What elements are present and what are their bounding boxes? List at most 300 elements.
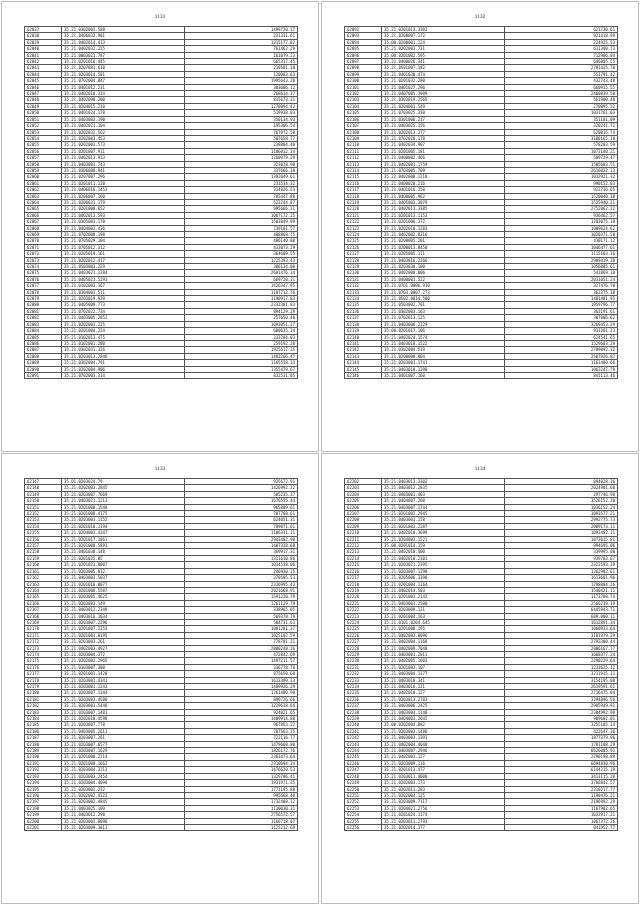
amount-cell: 2790198.89 bbox=[505, 754, 618, 760]
row-number-cell: 62113 bbox=[345, 161, 382, 167]
amount-cell: 1591220.79 bbox=[185, 594, 298, 600]
amount-cell: 1115103.16 bbox=[505, 251, 618, 257]
cadastral-code-cell: 35.21.0401016.258 bbox=[382, 187, 505, 193]
cadastral-code-cell: 35.21.0702028.178 bbox=[382, 135, 505, 141]
row-number-cell: 62251 bbox=[345, 792, 382, 798]
cadastral-code-cell: 35.21.0705012.312 bbox=[62, 244, 185, 250]
amount-cell: 472842.69 bbox=[185, 651, 298, 657]
cadastral-code-cell: 35.21.0402005.1603 bbox=[382, 658, 505, 664]
cadastral-code-cell: 35.21.0403001.2011 bbox=[382, 651, 505, 657]
amount-cell: 1315177.82 bbox=[185, 39, 298, 45]
cadastral-code-cell: 35.21.0403010.341 bbox=[382, 677, 505, 683]
table-row bbox=[345, 824, 618, 830]
amount-cell: 1062247.79 bbox=[505, 366, 618, 372]
amount-cell: 2089173.11 bbox=[505, 523, 618, 529]
cadastral-code-cell: 35.21.0402014.413 bbox=[62, 39, 185, 45]
cadastral-code-cell: 35.21.0202003.2845 bbox=[62, 485, 185, 491]
row-number-cell: 62153 bbox=[25, 517, 62, 523]
cadastral-code-cell: 35.21.0203007.1629 bbox=[62, 748, 185, 754]
cadastral-code-cell: 35.21.0402013.3385 bbox=[382, 206, 505, 212]
cadastral-code-cell: 35.21.0403012.2835 bbox=[382, 485, 505, 491]
cadastral-code-cell: 35.21.0402013.593 bbox=[62, 212, 185, 218]
amount-cell: 362375.38 bbox=[505, 289, 618, 295]
row-number-cell: 62074 bbox=[25, 264, 62, 270]
row-number-cell: 62108 bbox=[345, 129, 382, 135]
cadastral-code-cell: 35.21.0200008.004 bbox=[382, 353, 505, 359]
ledger-table bbox=[344, 26, 618, 379]
row-number-cell: 62053 bbox=[25, 129, 62, 135]
cadastral-code-cell: 35.21.0406032.901 bbox=[62, 33, 185, 39]
cadastral-code-cell: 35.21.0201003.2142 bbox=[382, 594, 505, 600]
amount-cell: 1612891.34 bbox=[505, 619, 618, 625]
ledger-page-2 bbox=[321, 1, 639, 452]
amount-cell: 2507926.87 bbox=[505, 353, 618, 359]
amount-cell: 231534.32 bbox=[185, 180, 298, 186]
row-number-cell: 62187 bbox=[25, 735, 62, 741]
row-number-cell: 62166 bbox=[25, 600, 62, 606]
row-number-cell: 62059 bbox=[25, 167, 62, 173]
amount-cell: 1826172.76 bbox=[185, 748, 298, 754]
amount-cell: 2363473.64 bbox=[185, 754, 298, 760]
amount-cell: 995668.48 bbox=[185, 792, 298, 798]
row-number-cell: 62161 bbox=[25, 568, 62, 574]
amount-cell: 1668377.24 bbox=[505, 651, 618, 657]
cadastral-code-cell: 35.21.0102013.475 bbox=[62, 334, 185, 340]
row-number-cell: 62144 bbox=[345, 360, 382, 366]
amount-cell: 1233625.12 bbox=[505, 664, 618, 670]
row-number-cell: 62181 bbox=[25, 696, 62, 702]
row-number-cell: 62210 bbox=[345, 530, 382, 536]
row-number-cell: 62052 bbox=[25, 123, 62, 129]
amount-cell: 894028.36 bbox=[505, 479, 618, 485]
cadastral-code-cell: 35.21.0201006.372 bbox=[382, 219, 505, 225]
amount-cell: 1270894.42 bbox=[185, 103, 298, 109]
cadastral-code-cell: 35.21.0201005.181 bbox=[382, 148, 505, 154]
cadastral-code-cell: 35.21.0202002.2965 bbox=[62, 658, 185, 664]
amount-cell: 1505683.51 bbox=[505, 161, 618, 167]
row-number-cell: 62126 bbox=[345, 244, 382, 250]
cadastral-code-cell: 35.21.0402003.4927 bbox=[62, 645, 185, 651]
amount-cell: 2943482.90 bbox=[185, 536, 298, 542]
row-number-cell: 62205 bbox=[345, 498, 382, 504]
row-number-cell: 62120 bbox=[345, 206, 382, 212]
cadastral-code-cell: 35.21.0203004.4094 bbox=[62, 780, 185, 786]
cadastral-code-cell: 35.21.0403005.2611 bbox=[62, 728, 185, 734]
cadastral-code-cell: 35.21.0202012.417 bbox=[62, 257, 185, 263]
amount-cell: 1020371.58 bbox=[505, 232, 618, 238]
cadastral-code-cell: 35.21.0203001.1243 bbox=[62, 684, 185, 690]
amount-cell: 433073.29 bbox=[185, 244, 298, 250]
row-number-cell: 62081 bbox=[25, 308, 62, 314]
row-number-cell: 62047 bbox=[25, 91, 62, 97]
row-number-cell: 62097 bbox=[345, 59, 382, 65]
cadastral-code-cell: 35.21.0203007.261 bbox=[62, 735, 185, 741]
amount-cell: 337666.38 bbox=[185, 167, 298, 173]
page-number: 1133 bbox=[154, 466, 166, 472]
amount-cell: 541869.18 bbox=[505, 270, 618, 276]
row-number-cell: 62216 bbox=[345, 568, 382, 574]
page-number: 1134 bbox=[474, 466, 486, 472]
ledger-table bbox=[24, 478, 298, 831]
amount-cell: 561900.48 bbox=[505, 97, 618, 103]
amount-cell: 2781425.70 bbox=[505, 65, 618, 71]
cadastral-code-cell: 35.21.0403021.1284 bbox=[62, 270, 185, 276]
cadastral-code-cell: 35.21.0402010.3699 bbox=[382, 530, 505, 536]
cadastral-code-cell: 35.21.0703025.330 bbox=[382, 110, 505, 116]
row-number-cell: 62219 bbox=[345, 587, 382, 593]
cadastral-code-cell: 35.21.0203003.2454 bbox=[62, 773, 185, 779]
cadastral-code-cell: 35.21.0303019.2565 bbox=[382, 97, 505, 103]
row-number-cell: 62050 bbox=[25, 110, 62, 116]
row-number-cell: 62101 bbox=[345, 84, 382, 90]
row-number-cell: 62229 bbox=[345, 651, 382, 657]
row-number-cell: 62082 bbox=[25, 315, 62, 321]
cadastral-code-cell: 35.21.0403016.2266 bbox=[382, 257, 505, 263]
row-number-cell: 62096 bbox=[345, 52, 382, 58]
cadastral-code-cell: 35.21.0003021.787 bbox=[62, 52, 185, 58]
cadastral-code-cell: 35.21.0403018.1522 bbox=[382, 340, 505, 346]
row-number-cell: 62134 bbox=[345, 296, 382, 302]
row-number-cell: 62100 bbox=[345, 78, 382, 84]
amount-cell: 600635.34 bbox=[185, 328, 298, 334]
amount-cell: 422647.36 bbox=[505, 728, 618, 734]
row-number-cell: 62119 bbox=[345, 199, 382, 205]
row-number-cell: 62193 bbox=[25, 773, 62, 779]
cadastral-code-cell: 35.21.0204003.4347 bbox=[62, 530, 185, 536]
amount-cell: 815673.31 bbox=[185, 97, 298, 103]
cadastral-code-cell: 35.21.0401007.160 bbox=[382, 372, 505, 378]
cadastral-code-cell: 35.21.0306008.941 bbox=[62, 167, 185, 173]
cadastral-code-cell: 35.21.0402034.907 bbox=[382, 142, 505, 148]
amount-cell: 2756572.57 bbox=[185, 812, 298, 818]
row-number-cell: 62196 bbox=[25, 792, 62, 798]
row-number-cell: 62043 bbox=[25, 65, 62, 71]
cadastral-code-cell: 35.21.0201016.8077 bbox=[62, 581, 185, 587]
cadastral-code-cell: 35.21.0202018.1283 bbox=[382, 225, 505, 231]
amount-cell: 778781.21 bbox=[185, 639, 298, 645]
row-number-cell: 62045 bbox=[25, 78, 62, 84]
row-number-cell: 62106 bbox=[345, 116, 382, 122]
amount-cell: 2021668.91 bbox=[185, 587, 298, 593]
cadastral-code-cell: 35.21.0201000.2214 bbox=[62, 754, 185, 760]
row-number-cell: 62230 bbox=[345, 658, 382, 664]
amount-cell: 1073015.81 bbox=[505, 536, 618, 542]
amount-cell: 1161400.66 bbox=[505, 360, 618, 366]
amount-cell: 522244.87 bbox=[185, 199, 298, 205]
row-number-cell: 62148 bbox=[25, 485, 62, 491]
cadastral-code-cell: 35.21.0402003.0096 bbox=[382, 632, 505, 638]
row-number-cell: 62054 bbox=[25, 135, 62, 141]
cadastral-code-cell: 35.21.0203007.778 bbox=[62, 722, 185, 728]
amount-cell: 665317.45 bbox=[185, 59, 298, 65]
row-number-cell: 62067 bbox=[25, 219, 62, 225]
cadastral-code-cell: 35.21.0201008.195 bbox=[382, 626, 505, 632]
row-number-cell: 62217 bbox=[345, 575, 382, 581]
cadastral-code-cell: 35.21.0204015.210 bbox=[62, 103, 185, 109]
amount-cell: 1525940.21 bbox=[505, 199, 618, 205]
amount-cell: 1407328.68 bbox=[185, 543, 298, 549]
cadastral-code-cell: 35.21.0501007.182 bbox=[382, 65, 505, 71]
cadastral-code-cell: 35.21.0702003.314 bbox=[62, 372, 185, 378]
cadastral-code-cell: 35.21.0402014.503 bbox=[382, 587, 505, 593]
amount-cell: 370585.53 bbox=[185, 575, 298, 581]
row-number-cell: 62195 bbox=[25, 786, 62, 792]
row-number-cell: 62124 bbox=[345, 232, 382, 238]
row-number-cell: 62211 bbox=[345, 536, 382, 542]
cadastral-code-cell: 35.21.0402004.1168 bbox=[382, 639, 505, 645]
cadastral-code-cell: 35.21.0401012.231 bbox=[62, 84, 185, 90]
cadastral-code-cell: 35.21.0203004.3213 bbox=[62, 767, 185, 773]
row-number-cell: 62102 bbox=[345, 91, 382, 97]
row-number-cell: 62233 bbox=[345, 677, 382, 683]
cadastral-code-cell: 35.21.0103007.308 bbox=[62, 664, 185, 670]
amount-cell: 990152.03 bbox=[505, 180, 618, 186]
amount-cell: 578203.59 bbox=[505, 142, 618, 148]
row-number-cell: 62154 bbox=[25, 523, 62, 529]
row-number-cell: 62085 bbox=[25, 334, 62, 340]
amount-cell: 161079.23 bbox=[185, 52, 298, 58]
amount-cell: 3526152.20 bbox=[505, 498, 618, 504]
amount-cell: 2601476.34 bbox=[185, 270, 298, 276]
amount-cell: 1260979.29 bbox=[185, 155, 298, 161]
cadastral-code-cell: 35.21.0405009.773 bbox=[62, 302, 185, 308]
cadastral-code-cell: 35.21.0403006.2425 bbox=[382, 703, 505, 709]
row-number-cell: 62061 bbox=[25, 180, 62, 186]
row-number-cell: 62122 bbox=[345, 219, 382, 225]
cadastral-code-cell: 35.21.0407005.3909 bbox=[382, 91, 505, 97]
cadastral-code-cell: 35.21.0204001.549 bbox=[382, 103, 505, 109]
row-number-cell: 62091 bbox=[25, 372, 62, 378]
cadastral-code-cell: 35.21.0202003.225 bbox=[62, 321, 185, 327]
row-number-cell: 62208 bbox=[345, 517, 382, 523]
row-number-cell: 62118 bbox=[345, 193, 382, 199]
amount-cell: 1167902.65 bbox=[505, 805, 618, 811]
amount-cell: 3766842.57 bbox=[505, 780, 618, 786]
amount-cell: 1032921.32 bbox=[505, 174, 618, 180]
amount-cell: 1261480.90 bbox=[185, 690, 298, 696]
amount-cell: 767972.58 bbox=[185, 129, 298, 135]
amount-cell: 1311610.86 bbox=[185, 555, 298, 561]
cadastral-code-cell: 35.21.0403004.1148 bbox=[382, 709, 505, 715]
cadastral-code-cell: 35.21.0403021.1213 bbox=[62, 498, 185, 504]
table-row bbox=[25, 372, 298, 378]
cadastral-code-cell: 35.21.0203009.121 bbox=[382, 607, 505, 613]
cadastral-code-cell: 35.21.0403001.403 bbox=[382, 491, 505, 497]
row-number-cell: 62192 bbox=[25, 767, 62, 773]
amount-cell: 507658.77 bbox=[185, 135, 298, 141]
amount-cell: 995666.31 bbox=[185, 206, 298, 212]
ledger-page-1 bbox=[1, 1, 319, 452]
cadastral-code-cell: 35.21.0202003.573 bbox=[62, 142, 185, 148]
ledger-table bbox=[24, 26, 298, 379]
row-number-cell: 62077 bbox=[25, 283, 62, 289]
cadastral-code-cell: 35.00.0201002.595 bbox=[382, 52, 505, 58]
row-number-cell: 62247 bbox=[345, 767, 382, 773]
row-number-cell: 62064 bbox=[25, 199, 62, 205]
amount-cell: 231331.61 bbox=[185, 33, 298, 39]
cadastral-code-cell: 35.21.0403013.3302 bbox=[382, 479, 505, 485]
row-number-cell: 62164 bbox=[25, 587, 62, 593]
amount-cell: 1130030.31 bbox=[185, 805, 298, 811]
amount-cell: 2316995.43 bbox=[185, 581, 298, 587]
row-number-cell: 62046 bbox=[25, 84, 62, 90]
row-number-cell: 62191 bbox=[25, 760, 62, 766]
row-number-cell: 62099 bbox=[345, 71, 382, 77]
amount-cell: 921418.99 bbox=[505, 33, 618, 39]
amount-cell: 519938.83 bbox=[185, 110, 298, 116]
amount-cell: 3269453.29 bbox=[505, 321, 618, 327]
row-number-cell: 62189 bbox=[25, 748, 62, 754]
cadastral-code-cell: 35.21.0203003.149 bbox=[62, 600, 185, 606]
cadastral-code-cell: 35.21.0203002.4845 bbox=[62, 799, 185, 805]
cadastral-code-cell: 35.21.0302031.326 bbox=[62, 347, 185, 353]
amount-cell: 1925617.35 bbox=[185, 347, 298, 353]
amount-cell: 1503849.99 bbox=[185, 219, 298, 225]
cadastral-code-cell: 35.21.0201001.1420 bbox=[62, 671, 185, 677]
amount-cell: 1499720.17 bbox=[185, 27, 298, 33]
cadastral-code-cell: 35.21.0402001.1759 bbox=[382, 161, 505, 167]
cadastral-code-cell: 35.21.0203013.2783 bbox=[382, 696, 505, 702]
amount-cell: 789871.61 bbox=[185, 523, 298, 529]
amount-cell: 1229638.64 bbox=[185, 703, 298, 709]
row-number-cell: 62135 bbox=[345, 302, 382, 308]
row-number-cell: 62228 bbox=[345, 645, 382, 651]
amount-cell: 3100165.10 bbox=[505, 135, 618, 141]
cadastral-code-cell: 35.21.0201007.911 bbox=[62, 148, 185, 154]
amount-cell: 761462.29 bbox=[185, 46, 298, 52]
cadastral-code-cell: 35.21.0403083.190 bbox=[62, 116, 185, 122]
amount-cell: 257650.40 bbox=[185, 315, 298, 321]
amount-cell: 2210217.77 bbox=[505, 786, 618, 792]
cadastral-code-cell: 35.21.0207081.610 bbox=[62, 65, 185, 71]
amount-cell: 1056085.61 bbox=[505, 264, 618, 270]
cadastral-code-cell: 35.21.0703.0007.273 bbox=[382, 289, 505, 295]
amount-cell: 1081281.37 bbox=[185, 626, 298, 632]
cadastral-code-cell: 35.21.0401027.296 bbox=[382, 84, 505, 90]
cadastral-code-cell: 35.21.0202011.283 bbox=[382, 786, 505, 792]
amount-cell: 689.000.11 bbox=[505, 613, 618, 619]
amount-cell: 1392049.61 bbox=[185, 174, 298, 180]
cadastral-code-cell: 35.21.0403007.1744 bbox=[382, 504, 505, 510]
cadastral-code-cell: 35.21.0201004.163 bbox=[382, 613, 505, 619]
cadastral-code-cell: 35.21.0402021.104 bbox=[62, 123, 185, 129]
amount-cell: 924021.65 bbox=[185, 709, 298, 715]
row-number-cell: 62121 bbox=[345, 212, 382, 218]
amount-cell: 660915.55 bbox=[505, 84, 618, 90]
row-number-cell: 62200 bbox=[25, 818, 62, 824]
row-number-cell: 62139 bbox=[345, 328, 382, 334]
cadastral-code-cell: 35.21.0403016.121 bbox=[382, 684, 505, 690]
row-number-cell: 62244 bbox=[345, 748, 382, 754]
amount-cell: 2332301.83 bbox=[185, 302, 298, 308]
amount-cell: 722116.77 bbox=[185, 735, 298, 741]
cadastral-code-cell: 35.00.0201017.106 bbox=[382, 328, 505, 334]
row-number-cell: 62186 bbox=[25, 728, 62, 734]
row-number-cell: 62092 bbox=[345, 27, 382, 33]
ledger-table bbox=[344, 478, 618, 831]
amount-cell: 120083.63 bbox=[185, 71, 298, 77]
cadastral-code-cell: 35.21.0400001.522 bbox=[382, 276, 505, 282]
cadastral-code-cell: 35.21.0403006.2229 bbox=[382, 321, 505, 327]
cadastral-code-cell: 35.00.0200001.124 bbox=[382, 39, 505, 45]
row-number-cell: 62056 bbox=[25, 148, 62, 154]
row-number-cell: 62243 bbox=[345, 741, 382, 747]
row-number-cell: 62185 bbox=[25, 722, 62, 728]
row-number-cell: 62150 bbox=[25, 498, 62, 504]
cadastral-code-cell: 35.21.0201003.2287 bbox=[382, 523, 505, 529]
row-number-cell: 62128 bbox=[345, 257, 382, 263]
amount-cell: 6694830.96 bbox=[505, 760, 618, 766]
row-number-cell: 62155 bbox=[25, 530, 62, 536]
amount-cell: 707768.61 bbox=[185, 511, 298, 517]
row-number-cell: 62039 bbox=[25, 39, 62, 45]
row-number-cell: 62246 bbox=[345, 760, 382, 766]
row-number-cell: 62065 bbox=[25, 206, 62, 212]
amount-cell: 2792300.44 bbox=[505, 639, 618, 645]
amount-cell: 875650.60 bbox=[185, 671, 298, 677]
row-number-cell: 62125 bbox=[345, 238, 382, 244]
amount-cell: 408868.75 bbox=[185, 232, 298, 238]
row-number-cell: 62151 bbox=[25, 504, 62, 510]
row-number-cell: 62197 bbox=[25, 799, 62, 805]
amount-cell: 2619591.61 bbox=[505, 684, 618, 690]
amount-cell: 224925.53 bbox=[505, 39, 618, 45]
amount-cell: 1262982.61 bbox=[505, 568, 618, 574]
cadastral-code-cell: 35.21.0203003.1486 bbox=[382, 728, 505, 734]
amount-cell: 2789092.32 bbox=[505, 347, 618, 353]
amount-cell: 569378.79 bbox=[185, 613, 298, 619]
amount-cell: 2992775.73 bbox=[505, 517, 618, 523]
cadastral-code-cell: 35.21.0400002.466 bbox=[382, 155, 505, 161]
row-number-cell: 62058 bbox=[25, 161, 62, 167]
cadastral-code-cell: 35.21.0201017.1861 bbox=[62, 536, 185, 542]
row-number-cell: 62088 bbox=[25, 353, 62, 359]
cadastral-code-cell: 35.21.0401030.474 bbox=[382, 71, 505, 77]
amount-cell: 430171.12 bbox=[505, 238, 618, 244]
cadastral-code-cell: 35.21.0201016.445 bbox=[62, 59, 185, 65]
cadastral-code-cell: 35.21.0201008.652 bbox=[62, 206, 185, 212]
cadastral-code-cell: 35.21.0203007.7669 bbox=[62, 491, 185, 497]
amount-cell: 1034538.06 bbox=[185, 562, 298, 568]
amount-cell: 6626005.91 bbox=[505, 748, 618, 754]
cadastral-code-cell: 35.21.0702013.125 bbox=[382, 315, 505, 321]
row-number-cell: 62232 bbox=[345, 671, 382, 677]
row-number-cell: 62130 bbox=[345, 270, 382, 276]
row-number-cell: 62051 bbox=[25, 116, 62, 122]
row-number-cell: 62156 bbox=[25, 536, 62, 542]
row-number-cell: 62090 bbox=[25, 366, 62, 372]
amount-cell: 1529603.29 bbox=[505, 340, 618, 346]
amount-cell: 1732408.12 bbox=[185, 799, 298, 805]
amount-cell: 922716.65 bbox=[505, 187, 618, 193]
amount-cell: 505235.37 bbox=[185, 491, 298, 497]
amount-cell: 1409914.88 bbox=[185, 716, 298, 722]
row-number-cell: 62177 bbox=[25, 671, 62, 677]
cadastral-code-cell: 35.21.0400026.341 bbox=[382, 59, 505, 65]
cadastral-code-cell: 35.21.0203007.2296 bbox=[62, 619, 185, 625]
cadastral-code-cell: 35.21.0702004.847 bbox=[62, 78, 185, 84]
cadastral-code-cell: 35.21.0202003.453 bbox=[62, 135, 185, 141]
amount-cell: 1781188.29 bbox=[505, 741, 618, 747]
ledger-page-3 bbox=[1, 453, 319, 904]
amount-cell: 832531.05 bbox=[185, 372, 298, 378]
amount-cell: 705447.80 bbox=[185, 193, 298, 199]
row-number-cell: 62089 bbox=[25, 360, 62, 366]
amount-cell: 707563.35 bbox=[185, 728, 298, 734]
amount-cell: 1877379.96 bbox=[505, 735, 618, 741]
cadastral-code-cell: 35.21.0206031.179 bbox=[62, 199, 185, 205]
row-number-cell: 62174 bbox=[25, 651, 62, 657]
